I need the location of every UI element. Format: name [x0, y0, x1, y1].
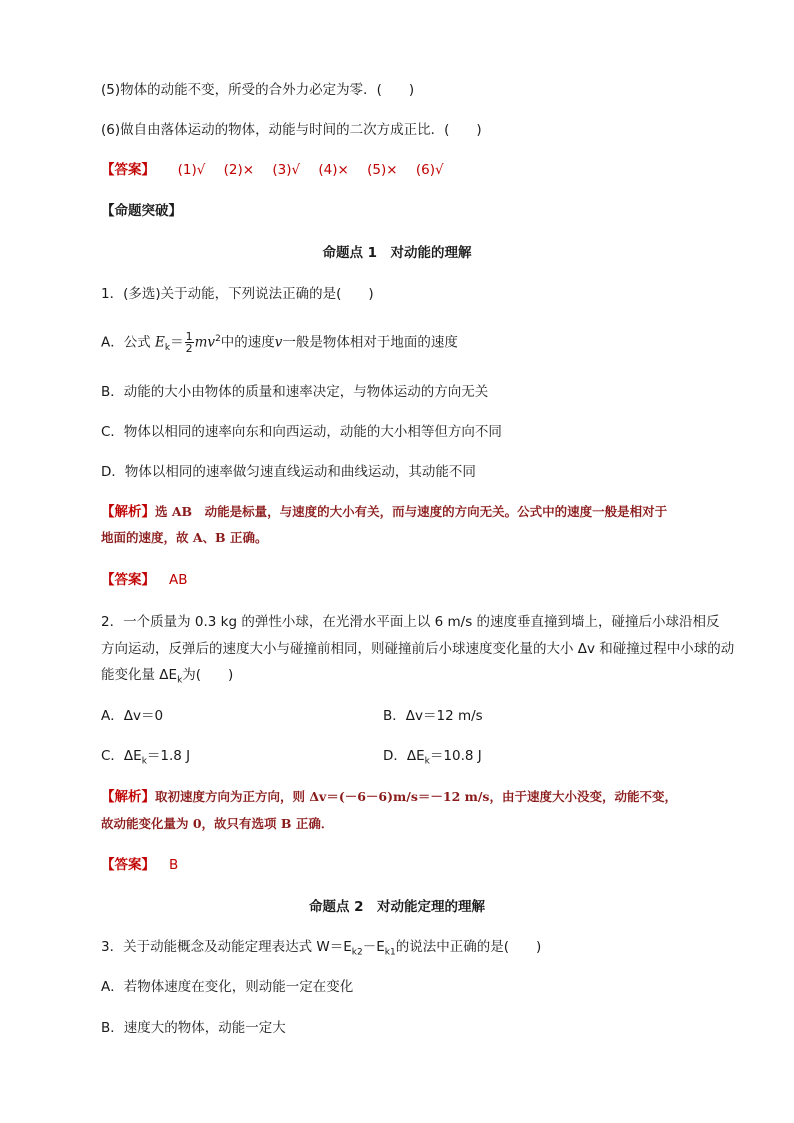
analysis-text: 取初速度方向为正方向，则 Δv＝(－6－6)m/s＝－12 m/s，由于速度大小没变，动能不变，	[155, 789, 677, 804]
q2-stem-line-3	[101, 665, 233, 691]
q2-option-a: A．Δv＝0	[101, 708, 164, 724]
analysis-text: 选 AB 动能是标量，与速度的大小有关，而与速度的方向无关。公式中的速度一般是相对于	[155, 504, 668, 519]
answer-item: (3)√	[272, 162, 301, 178]
answer-item: (2)×	[223, 162, 255, 178]
q2-option-c-text: C．ΔE	[101, 748, 142, 764]
answer-value: AB	[169, 572, 188, 588]
point-1-title: 命题点 1 对动能的理解	[322, 245, 472, 261]
answer-item: (5)×	[367, 162, 398, 178]
q3-stem-text: 3．关于动能概念及动能定理表达式 W＝E	[101, 939, 352, 955]
formula-sub: k	[177, 675, 183, 686]
q2-option-d-text: D．ΔE	[383, 748, 425, 764]
answer-label: 【答案】	[101, 572, 155, 588]
answer-label: 【答案】	[101, 857, 155, 873]
fraction-one-half	[185, 331, 194, 354]
q1-stem: 1．(多选)关于动能，下列说法正确的是( )	[101, 286, 374, 302]
q1-answer-line	[101, 570, 188, 590]
q1-option-c: C．物体以相同的速率向东和向西运动，动能的大小相等但方向不同	[101, 424, 502, 440]
answer-label: 【答案】	[101, 162, 155, 178]
point-2-title: 命题点 2 对动能定理的理解	[308, 899, 486, 915]
q2-option-d-text: ＝10.8 J	[429, 748, 482, 764]
q1-option-b: B．动能的大小由物体的质量和速率决定，与物体运动的方向无关	[101, 384, 489, 400]
formula-e: E	[155, 334, 165, 351]
analysis-label: 【解析】	[101, 789, 155, 805]
q2-stem-text: 能变化量 ΔE	[101, 667, 178, 683]
formula-sub: k1	[384, 947, 396, 958]
q3-stem	[101, 937, 541, 963]
formula-sub: k2	[351, 947, 363, 958]
formula-eq: ＝	[170, 334, 184, 351]
q3-stem-text: 的说法中正确的是( )	[395, 939, 542, 955]
q2-analysis-line-1	[101, 787, 677, 807]
fraction-denominator: 2	[185, 342, 193, 355]
formula-sub: k	[141, 756, 147, 767]
q1-analysis-line-2: 地面的速度，故 A、B 正确。	[101, 530, 268, 545]
q2-answer-line	[101, 855, 178, 875]
q3-option-b: B．速度大的物体，动能一定大	[101, 1020, 286, 1036]
answer-item: (4)×	[318, 162, 349, 178]
q2-option-d	[383, 746, 482, 772]
judgement-item-6: (6)做自由落体运动的物体，动能与时间的二次方成正比．( )	[101, 122, 482, 138]
analysis-label: 【解析】	[101, 504, 155, 520]
answer-value: B	[169, 857, 179, 873]
q1-option-a-text: 一般是物体相对于地面的速度	[282, 334, 458, 351]
q2-stem-line-1: 2．一个质量为 0.3 kg 的弹性小球，在光滑水平面上以 6 m/s 的速度垂直撞到墙上，碰撞后小球沿相反	[101, 614, 720, 630]
answer-item: (1)√	[177, 162, 206, 178]
q1-analysis-line-1	[101, 502, 667, 522]
judgement-answer-line	[101, 160, 444, 180]
q2-analysis-line-2: 故动能变化量为 0，故只有选项 B 正确．	[101, 816, 334, 831]
q2-option-c-text: ＝1.8 J	[146, 748, 191, 764]
formula-sub: k	[424, 756, 430, 767]
q2-option-c	[101, 746, 190, 772]
q2-option-b: B．Δv＝12 m/s	[383, 708, 483, 724]
formula-sup: 2	[215, 334, 221, 344]
answer-item: (6)√	[415, 162, 444, 178]
q2-stem-line-2: 方向运动，反弹后的速度大小与碰撞前相同，则碰撞前后小球速度变化量的大小 Δv 和碰撞过程中小球的动	[101, 641, 735, 657]
q2-stem-text: 为( )	[182, 667, 234, 683]
formula-mv: mv	[194, 334, 216, 351]
judgement-item-5: (5)物体的动能不变，所受的合外力必定为零．( )	[101, 82, 415, 98]
q1-option-a-prefix: A．公式	[101, 334, 151, 351]
q3-option-a: A．若物体速度在变化，则动能一定在变化	[101, 979, 354, 995]
formula-v: v	[274, 334, 283, 351]
q1-option-a	[101, 329, 458, 358]
q3-stem-text: －E	[362, 939, 385, 955]
q1-option-d: D．物体以相同的速率做匀速直线运动和曲线运动，其动能不同	[101, 464, 476, 480]
section-heading: 【命题突破】	[101, 203, 182, 219]
formula-sub: k	[164, 343, 171, 354]
q1-option-a-text: 中的速度	[220, 334, 275, 351]
fraction-numerator: 1	[185, 330, 193, 343]
